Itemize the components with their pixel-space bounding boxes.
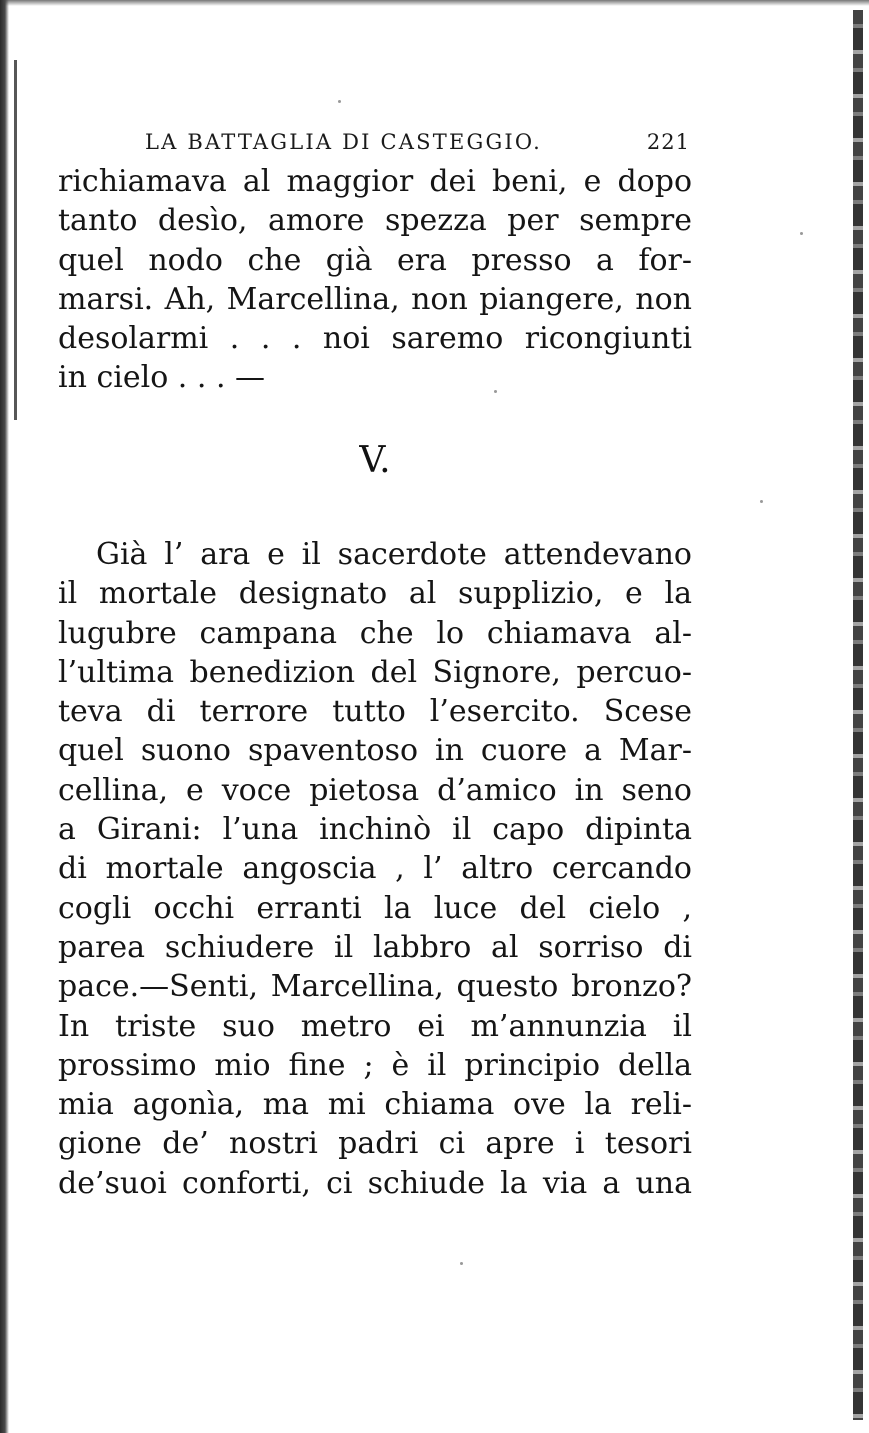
text-line: a Girani: l’una inchinò il capo dipinta bbox=[58, 812, 692, 848]
text-line: prossimo mio fine ; è il principio della bbox=[58, 1047, 692, 1083]
text-line: Già l’ ara e il sacerdote attendevano bbox=[96, 537, 692, 572]
scan-right-edge bbox=[853, 10, 863, 1420]
page-number: 221 bbox=[646, 130, 690, 154]
text-line: In triste suo metro ei m’annunzia il bbox=[58, 1008, 692, 1044]
text-line: di mortale angoscia , l’ altro cercando bbox=[58, 851, 692, 887]
scan-speck bbox=[338, 100, 341, 103]
text-line: mia agonìa, ma mi chiama ove la reli- bbox=[58, 1087, 692, 1123]
text-line: lugubre campana che lo chiamava al- bbox=[58, 615, 692, 651]
text-line: cogli occhi erranti la luce del cielo , bbox=[58, 890, 692, 926]
text-line: gione de’ nostri padri ci apre i tesori bbox=[58, 1126, 692, 1162]
text-line: quel nodo che già era presso a for- bbox=[58, 242, 692, 278]
text-line: marsi. Ah, Marcellina, non piangere, non bbox=[58, 281, 692, 317]
running-header bbox=[145, 130, 690, 160]
text-line: parea schiudere il labbro al sorriso di bbox=[58, 929, 692, 965]
chapter-heading: V. bbox=[359, 440, 391, 481]
scan-speck bbox=[800, 232, 803, 235]
scan-binding-edge bbox=[0, 0, 9, 1433]
text-line: tanto desìo, amore spezza per sempre bbox=[58, 203, 692, 239]
text-line: pace.—Senti, Marcellina, questo bronzo? bbox=[58, 969, 692, 1005]
text-line: in cielo . . . — bbox=[58, 360, 266, 396]
running-title: LA BATTAGLIA DI CASTEGGIO. bbox=[145, 130, 542, 154]
text-line: cellina, e voce pietosa d’amico in seno bbox=[58, 772, 692, 808]
paragraph-continued bbox=[58, 162, 692, 398]
paragraph bbox=[58, 535, 692, 1203]
text-line: il mortale designato al supplizio, e la bbox=[58, 576, 692, 612]
text-line: richiamava al maggior dei beni, e dopo bbox=[58, 164, 692, 199]
text-line: quel suono spaventoso in cuore a Mar- bbox=[58, 733, 692, 769]
scan-binding-shadow bbox=[14, 60, 17, 420]
scan-speck bbox=[460, 1262, 463, 1265]
text-line: desolarmi . . . noi saremo ricongiunti bbox=[58, 321, 692, 357]
scan-speck bbox=[760, 500, 763, 503]
text-line: teva di terrore tutto l’esercito. Scese bbox=[58, 694, 692, 730]
text-line: de’suoi conforti, ci schiude la via a una bbox=[58, 1165, 692, 1201]
scan-top-edge bbox=[0, 0, 869, 6]
text-line: l’ultima benedizion del Signore, percuo- bbox=[58, 654, 692, 690]
